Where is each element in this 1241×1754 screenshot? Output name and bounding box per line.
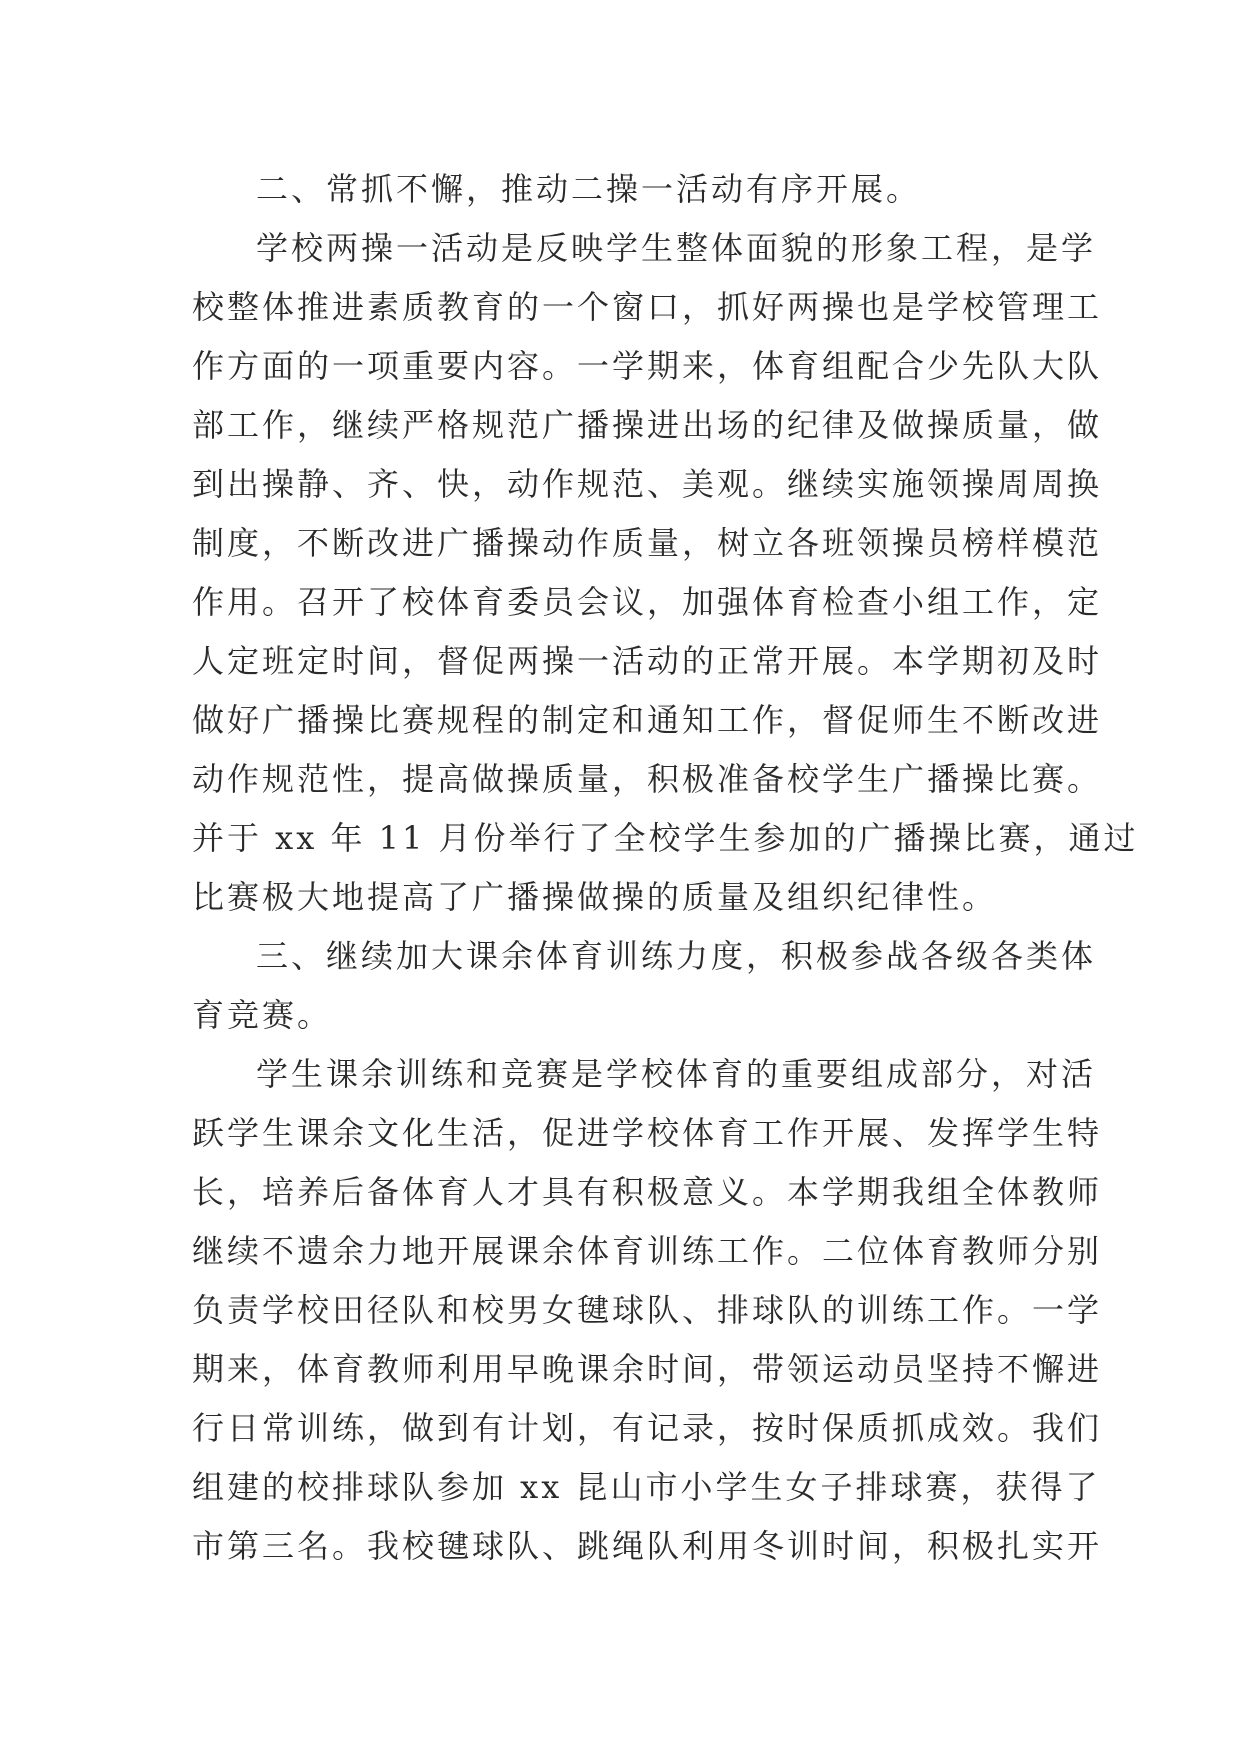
paragraph-line: 组建的校排球队参加 xx 昆山市小学生女子排球赛，获得了 [192,1468,1101,1506]
paragraph-line: 学生课余训练和竞赛是学校体育的重要组成部分，对活 [256,1055,1097,1093]
paragraph-line: 并于 xx 年 11 月份举行了全校学生参加的广播操比赛，通过 [192,819,1139,857]
section-heading-3-continued: 育竞赛。 [192,996,333,1034]
paragraph-line: 继续不遗余力地开展课余体育训练工作。二位体育教师分别 [192,1232,1103,1270]
paragraph-line: 学校两操一活动是反映学生整体面貌的形象工程，是学 [256,229,1097,267]
paragraph-line: 作方面的一项重要内容。一学期来，体育组配合少先队大队 [192,347,1103,385]
paragraph-line: 作用。召开了校体育委员会议，加强体育检查小组工作，定 [192,583,1103,621]
section-heading-3: 三、继续加大课余体育训练力度，积极参战各级各类体 [256,937,1097,975]
paragraph-line: 长，培养后备体育人才具有积极意义。本学期我组全体教师 [192,1173,1103,1211]
paragraph-line: 负责学校田径队和校男女毽球队、排球队的训练工作。一学 [192,1291,1103,1329]
paragraph-line: 跃学生课余文化生活，促进学校体育工作开展、发挥学生特 [192,1114,1103,1152]
document-body [192,160,1139,1576]
paragraph-line: 部工作，继续严格规范广播操进出场的纪律及做操质量，做 [192,406,1103,444]
paragraph-line: 校整体推进素质教育的一个窗口，抓好两操也是学校管理工 [192,288,1103,326]
paragraph-line: 做好广播操比赛规程的制定和通知工作，督促师生不断改进 [192,701,1103,739]
section-heading-2: 二、常抓不懈，推动二操一活动有序开展。 [256,170,922,208]
paragraph-line: 动作规范性，提高做操质量，积极准备校学生广播操比赛。 [192,760,1103,798]
paragraph-line: 比赛极大地提高了广播操做操的质量及组织纪律性。 [192,878,998,916]
paragraph-line: 行日常训练，做到有计划，有记录，按时保质抓成效。我们 [192,1409,1103,1447]
paragraph-line: 到出操静、齐、快，动作规范、美观。继续实施领操周周换 [192,465,1103,503]
paragraph-line: 制度，不断改进广播操动作质量，树立各班领操员榜样模范 [192,524,1103,562]
paragraph-line: 期来，体育教师利用早晚课余时间，带领运动员坚持不懈进 [192,1350,1103,1388]
paragraph-line: 市第三名。我校毽球队、跳绳队利用冬训时间，积极扎实开 [192,1527,1103,1565]
paragraph-line: 人定班定时间，督促两操一活动的正常开展。本学期初及时 [192,642,1103,680]
